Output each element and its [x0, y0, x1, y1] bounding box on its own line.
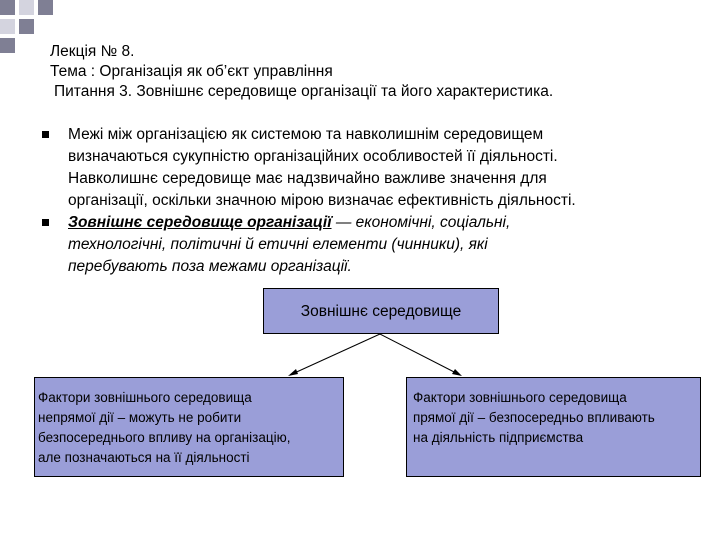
box-line: Фактори зовнішнього середовища: [38, 390, 252, 405]
lecture-question: Питання 3. Зовнішнє середовище організації та його характеристика.: [54, 83, 554, 100]
external-environment-box: Зовнішнє середовище: [263, 288, 499, 334]
box-line: прямої дії – безпосередньо впливають: [413, 410, 655, 425]
indirect-factors-box: [34, 377, 344, 477]
bullet-line: перебувають поза межами організації.: [68, 258, 352, 275]
bullet-line: визначаються сукупністю організаційних особливостей її діяльності.: [68, 148, 558, 165]
arrow-right: [380, 334, 460, 375]
arrowhead-left: [288, 369, 298, 376]
bullet-line: Межі між організацією як системою та навколишнім середовищем: [68, 126, 544, 143]
box-line: на діяльність підприємства: [413, 430, 584, 445]
box-line: але позначаються на її діяльності: [38, 450, 250, 465]
box-line: Фактори зовнішнього середовища: [413, 390, 627, 405]
bullet-line: організації, оскільки значною мірою визначає ефективність діяльності.: [68, 192, 576, 209]
direct-factors-box: [406, 377, 701, 477]
lecture-topic: Тема : Організація як об’єкт управління: [50, 63, 333, 80]
lecture-number: Лекція № 8.: [50, 43, 135, 60]
bullet-line: Навколишнє середовище має надзвичайно важливе значення для: [68, 170, 547, 187]
arrow-left: [290, 334, 380, 375]
defined-term: Зовнішнє середовище організації: [68, 214, 332, 231]
box-line: непрямої дії – можуть не робити: [38, 410, 242, 425]
arrowhead-right: [452, 369, 462, 376]
bullet-line: технологічні, політичні й етичні елементи (чинники), які: [68, 236, 488, 253]
definition-text: — економічні, соціальні,: [331, 214, 511, 231]
box-line: безпосереднього впливу на організацію,: [38, 430, 291, 445]
